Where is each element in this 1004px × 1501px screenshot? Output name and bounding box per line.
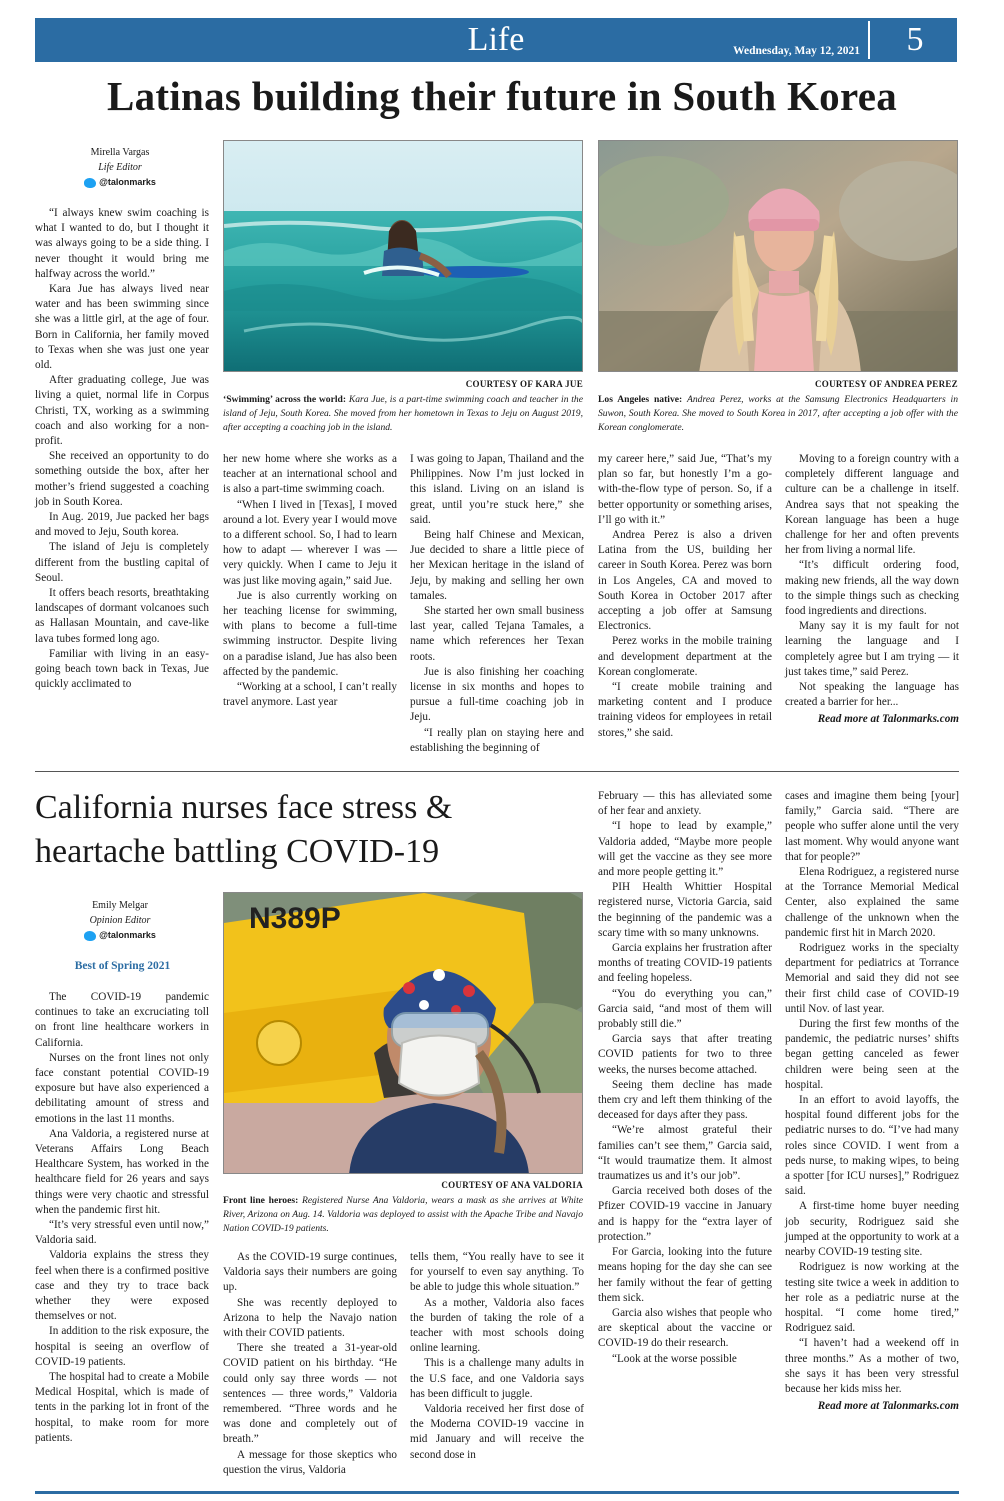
story2-byline bbox=[45, 898, 195, 943]
story-divider bbox=[35, 771, 959, 772]
story2-column-1: The COVID-19 pandemic continues to take an excruciating toll on front line healthcare workers in California. Nurses on the front lines not only face constant potential COVID-19 exposure but have also experienced a debilitating amount of stress and emotions in the last 11 months. Ana Valdoria, a registered nurse at Veterans Affairs Long Beach Healthcare System, has worked in the healthcare field for 26 years and says things were very chaotic and stressful when the pandemic first hit. “It’s very stressful even until now,” Valdoria said. Valdoria explains the stress they feel when there is a confirmed positive case and they try to trace back whether they were exposed themselves or not. In addition to the risk exposure, the hospital is seeing an overflow of COVID-19 patients. The hospital had to create a Mobile Medical Hospital, which is made of tents in the parking lot in front of the hospital, to make room for more patients. bbox=[35, 991, 209, 1444]
helicopter-tail-number: N389P bbox=[249, 902, 341, 935]
story1-column-1: “I always knew swim coaching is what I wanted to do, but I thought it was always going to be a side thing. I never thought it would bring me halfway across the world.” Kara Jue has always lived near water and has been swimming since she was a little girl, at the age of four. Born in California, her family moved to Texas when she was just one year old. After graduating college, Jue was living a quiet, normal life in Corpus Christi, TX, working as a swimming coach and also working for a non-profit. She received an opportunity to do something outside the box, after her mother’s friend suggested a coaching job in South Korea. In Aug. 2019, Jue packed her bags and moved to Jeju, South korea. The island of Jeju is completely different from the bustling capital of Seoul. It offers beach resorts, breathtaking landscapes of dormant volcanoes such as Hallasan Mountain, and cave-like lava tubes formed long ago. Familiar with living in an easy-going beach town back in Texas, Jue quickly acclimated to bbox=[35, 207, 209, 691]
story2-read-more-link[interactable]: Read more at Talonmarks.com bbox=[817, 1400, 959, 1413]
photo3-caption: Front line heroes: Registered Nurse Ana Valdoria, wears a mask as she arrives at White River, Arizona on Aug. 14. Valdoria was deployed to assist with the Apache Tribe and Navajo Nation COVID-19 patients. bbox=[223, 1195, 583, 1234]
story1-byline bbox=[45, 145, 195, 190]
section-header-bar bbox=[35, 18, 957, 62]
story1-column-4: my career here,” said Jue, “That’s my plan so far, but honestly I’m a go-with-the-flow type of person. So, if a better opportunity or something arises, I’ll go with it.” Andrea Perez is also a driven Latina from the US, building her career in South Korea. Perez was born in Los Angeles, CA and moved to South Korea in October 2017 after accepting a job offer at Samsung Electronics. Perez works in the mobile training and development department at the Korean conglomerate. “I create mobile training and marketing content and I produce training videos for employees in retail stores,” she said. bbox=[598, 453, 772, 739]
byline-handle[interactable]: @talonmarks bbox=[45, 928, 195, 943]
story2-column-4: February — this has alleviated some of her fear and anxiety. “I hope to lead by example,” Valdoria added, “Maybe more people will get the vaccine as they see more and more people getting it.” PIH Health Whittier Hospital registered nurse, Victoria Garcia, said the beginning of the pandemic was a scary time with so many unknowns. Garcia explains her frustration after months of treating COVID-19 patients and feeling hopeless. “You do everything you can,” Garcia said, “and most of them will probably still die.” Garcia says that after treating COVID patients for two to three weeks, the nurses become attached. Seeing them decline has made them cry and left them thinking of the deceased for days after they pass. “We’re almost grateful their families can’t see them,” Garcia said, “It would traumatize them. It almost traumatizes us and it’s our job”. Garcia received both doses of the Pfizer COVID-19 vaccine in January and is happy for the “extra layer of protection.” For Garcia, looking into the future means hoping for the day she can see her family without the fear of getting them sick. Garcia also wishes that people who are skeptical about the vaccine or COVID-19 do their research. “Look at the worse possible bbox=[598, 790, 772, 1365]
story1-column-5: Moving to a foreign country with a completely different language and culture can be a challenge in itself. Andrea says that not speaking the Korean language has been a huge challenge for her and often prevents her from living a normal life. “It’s difficult ordering food, making new friends, all the way down to the simple things such as checking food ingredients and directions. Many say it is my fault for not learning the language and I completely agree but I am trying — it just takes time,” said Perez. Not speaking the language has created a barrier for her... Read more at Talonmarks.com bbox=[785, 452, 959, 728]
story2-column-3: tells them, “You really have to see it for yourself to even say anything. To be able to judge this whole situation.” As a mother, Valdoria also faces the burden of taking the role of a teacher with most schools doing online learning. This is a challenge many adults in the U.S face, and one Valdoria says has been difficult to juggle. Valdoria received her first dose of the Moderna COVID-19 vaccine in mid January and will receive the second dose in bbox=[410, 1251, 584, 1461]
story1-read-more-link[interactable]: Read more at Talonmarks.com bbox=[817, 713, 959, 726]
photo2-credit: COURTESY OF ANDREA PEREZ bbox=[815, 379, 958, 389]
story1-column-2: her new home where she works as a teacher at an international school and is also a part-time swimming coach. “When I lived in [Texas], I moved around a lot. Every year I would move to a different school. So, I had to learn how to adapt — wherever I was — very quickly. When I came to Jeju it was just like moving again,” said Jue. Jue is also currently working on her teaching license for swimming, with plans to become a full-time swimming instructor. Despite living on a paradise island, Jue has also been affected by the pandemic. “Working at a school, I can’t really travel anymore. Last year bbox=[223, 453, 397, 709]
story1-headline: Latinas building their future in South Korea bbox=[106, 73, 898, 119]
page-number: 5 bbox=[906, 21, 924, 58]
twitter-bird-icon bbox=[84, 931, 96, 941]
photo2-caption: Los Angeles native: Andrea Perez, works at the Samsung Electronics Headquarters in Suwon, South Korea. She moved to South Korea in 2017, after accepting a job offer with the Korean conglomerate. bbox=[598, 394, 958, 433]
story1-column-3: I was going to Japan, Thailand and the Philippines. Now I’m just locked in this island. Living on an island is great, until you’re stuck here,” she said. Being half Chinese and Mexican, Jue decided to share a little piece of her Mexican heritage in the island of Jeju, by making and selling her own tamales. She started her own small business last year, called Tejana Tamales, a name which references her Texan roots. Jue is also finishing her coaching license in six months and hopes to pursue a full-time coaching job in Jeju. “I really plan on staying here and establishing the beginning of bbox=[410, 453, 584, 754]
photo-nurse bbox=[223, 892, 583, 1174]
photo-andrea-image bbox=[599, 141, 958, 372]
photo-swimmer-image bbox=[224, 141, 583, 372]
byline-name: Mirella Vargas bbox=[90, 147, 150, 158]
story2-column-2: As the COVID-19 surge continues, Valdoria says their numbers are going up. She was recently deployed to Arizona to help the Navajo nation with their COVID patients. There she treated a 31-year-old COVID patient on his birthday. “He could only say three words — not sentences — three words,” Valdoria remembered. “Three words and he was done and completely out of breath.” A message for those skeptics who question the virus, Valdoria bbox=[223, 1251, 397, 1476]
issue-date: Wednesday, May 12, 2021 bbox=[733, 45, 860, 57]
story2-column-5: cases and imagine them being [your] family,” Garcia said. “There are people who suffer alone until the very last moment. Why would anyone want that for people?” Elena Rodriguez, a registered nurse at the Torrance Memorial Medical Center, also explained the same challenge of the unknown when the pandemic first hit in March 2020. Rodriguez works in the specialty department for pediatrics at Torrance Memorial and said they did not see their first child case of COVID-19 until Nov. of last year. During the first few months of the pandemic, the pediatric nurses’ shifts began getting canceled as fewer children were being seen at the hospital. In an effort to avoid layoffs, the hospital found different jobs for the pediatric nurses to do. “I’ve had many roles since COVID. I went from a peds nurse, to making wipes, to being a spotter [for ICU nurses],” Rodriguez said. A first-time home buyer needing job security, Rodriguez said she jumped at the opportunity to work at a nearby COVID-19 testing site. Rodriguez is now working at the testing site twice a week in addition to her role as a pediatric nurse at the hospital. “I come home tired,” Rodriguez said. “I haven’t had a weekend off in three months.” As a mother of two, she says it has been very stressful because her kids miss her. Read more at Talonmarks.com bbox=[785, 789, 959, 1414]
photo-nurse-image bbox=[224, 893, 583, 1174]
byline-name: Emily Melgar bbox=[92, 900, 148, 911]
photo1-credit: COURTESY OF KARA JUE bbox=[465, 379, 583, 389]
photo-swimmer bbox=[223, 140, 583, 372]
footer-rule bbox=[35, 1491, 959, 1494]
twitter-bird-icon bbox=[84, 178, 96, 188]
photo3-credit: COURTESY OF ANA VALDORIA bbox=[441, 1180, 583, 1190]
story2-headline: California nurses face stress & heartache battling COVID-19 bbox=[35, 789, 453, 870]
byline-role: Life Editor bbox=[98, 162, 142, 173]
byline-role: Opinion Editor bbox=[89, 915, 151, 926]
header-divider bbox=[868, 21, 870, 59]
photo1-caption: ‘Swimming’ across the world: Kara Jue, is a part-time swimming coach and teacher in the island of Jeju, South Korea. She moved from her hometown in Texas to Jeju on August 2019, after accepting a coaching job in the island. bbox=[223, 394, 583, 433]
section-title: Life bbox=[467, 21, 525, 58]
best-of-tag: Best of Spring 2021 bbox=[74, 960, 171, 972]
byline-handle[interactable]: @talonmarks bbox=[45, 175, 195, 190]
photo-andrea bbox=[598, 140, 958, 372]
